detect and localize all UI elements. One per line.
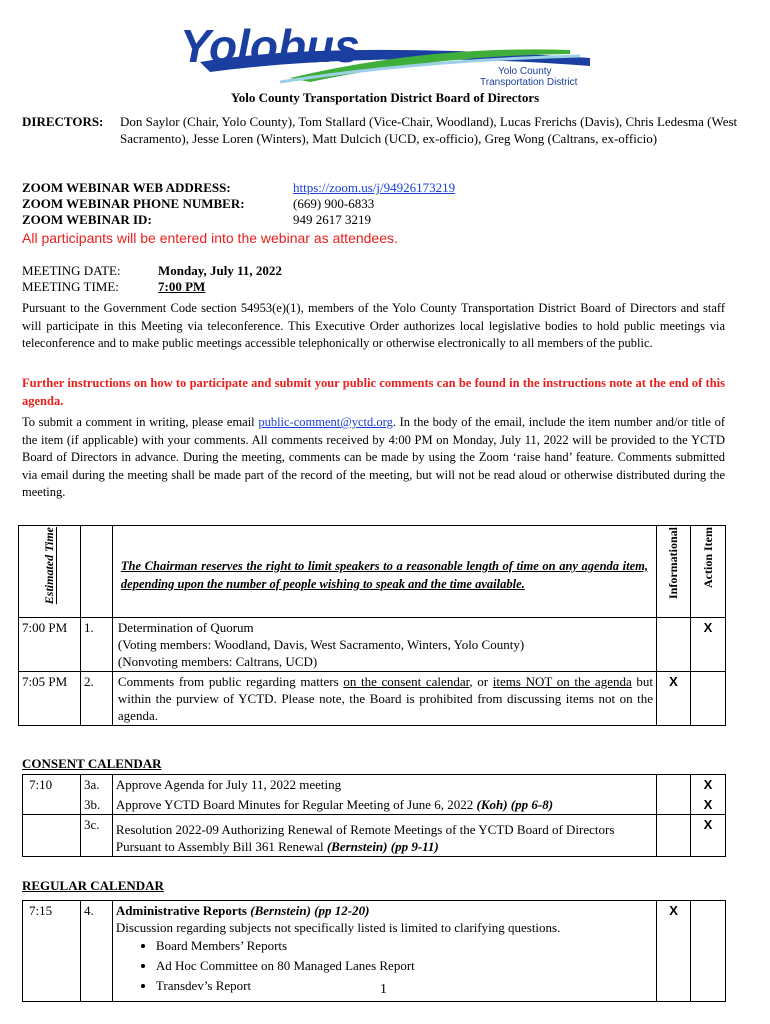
chair-note: The Chairman reserves the right to limit speakers to a reasonable length of time on any agenda item, depending upon the number of people wishing to speak and the time available. [120,558,649,591]
zoom-id-label: ZOOM WEBINAR ID: [22,212,152,227]
item2-num: 2. [80,672,112,726]
table-row [23,775,726,796]
attendees-note: All participants will be entered into the webinar as attendees. [22,230,398,246]
directors-block [22,113,742,147]
submit-post: . In the body of the email, include the item number and/or title of the item (if applicable) with your comments. All comments received by 4:00 PM on Monday, July 11, 2022 will be provided to the YCTD Board of Directors in advance. During the meeting, comments can be made by using the Zoom ‘raise hand’ feature. Comments submitted via email during the meeting shall be made part of the record of the meeting, but will not be read aloud or otherwise distributed during the meeting. [22,415,725,499]
logo-sub1: Yolo County [498,66,552,77]
col-estimated-time: Estimated Time [41,527,56,605]
consent-3c-action: X [691,815,726,857]
item1-line2: (Voting members: Woodland, Davis, West Sacramento, Winters, Yolo County) [117,637,525,652]
agenda-table-main [18,525,726,726]
table-header-row [19,526,726,618]
consent-3a-num: 3a. [80,775,112,796]
consent-3b-action: X [691,795,726,815]
logo-wordmark: Yolobus [180,20,360,72]
zoom-id: 949 2617 3219 [293,212,371,227]
table-row [23,815,726,857]
page-number: 1 [380,982,387,997]
item2-time: 7:05 PM [19,672,81,726]
regular-time: 7:15 [23,901,81,1002]
item2-text-a: Comments from public regarding matters [117,674,344,689]
regular-title: Administrative Reports [115,903,251,918]
list-item: • Transdev’s Report [156,976,653,996]
directors-label: DIRECTORS: [22,114,104,129]
meeting-time-label: MEETING TIME: [22,279,119,294]
yolobus-logo [180,20,590,90]
list-item: • Ad Hoc Committee on 80 Managed Lanes Report [156,956,653,976]
item2-text-d: items NOT on the agenda [492,674,632,689]
directors-list: Don Saylor (Chair, Yolo County), Tom Stallard (Vice-Chair, Woodland), Lucas Frerichs (Davis), Chris Ledesma (West Sacramento), Jesse Loren (Winters), Matt Dulcich (UCD, ex-officio), Greg Wong (Caltrans, ex-officio) [120,114,738,146]
item1-line3: (Nonvoting members: Caltrans, UCD) [117,654,318,669]
regular-desc: Discussion regarding subjects not specifically listed is limited to clarifying questions. [115,920,561,935]
table-row [19,618,726,672]
consent-heading: CONSENT CALENDAR [22,756,162,771]
consent-3c-ref: (Bernstein) (pp 9-11) [326,839,439,854]
meeting-labels [22,263,121,295]
logo-sub2: Transportation District [480,77,578,88]
document-title: Yolo County Transportation District Board of Directors [230,90,540,105]
table-row [23,795,726,815]
item1-time: 7:00 PM [19,618,81,672]
meeting-date: Monday, July 11, 2022 [158,263,282,278]
zoom-labels [22,180,245,228]
table-row [23,901,726,1002]
regular-heading: REGULAR CALENDAR [22,878,164,893]
zoom-values [293,180,455,228]
consent-3a-text: Approve Agenda for July 11, 2022 meeting [112,775,656,796]
item2-text-c: , or [469,674,493,689]
zoom-web-label: ZOOM WEBINAR WEB ADDRESS: [22,180,231,195]
consent-table [22,774,726,857]
consent-3a-action: X [691,775,726,796]
regular-ref: (Bernstein) (pp 12-20) [250,903,370,918]
item1-action-mark: X [691,618,726,672]
consent-time: 7:10 [23,775,81,815]
list-item: • Board Members’ Reports [156,936,653,956]
zoom-phone-label: ZOOM WEBINAR PHONE NUMBER: [22,196,245,211]
col-action-item: Action Item [700,527,715,588]
meeting-date-label: MEETING DATE: [22,263,121,278]
pursuant-paragraph: Pursuant to the Government Code section 54953(e)(1), members of the Yolo County Transportation District Board of Directors and staff will participate in this Meeting via teleconference. This Executive Order authorizes local legislative bodies to hold public meetings via teleconference and to make public meetings accessible telephonically or otherwise electronically to all members of the public. [22,301,725,350]
comment-email-link[interactable]: public-comment@yctd.org [258,415,393,429]
item1-line1: Determination of Quorum [117,620,254,635]
regular-info-mark: X [657,901,691,1002]
item1-num: 1. [80,618,112,672]
regular-table [22,900,726,1002]
further-instructions: Further instructions on how to participate and submit your public comments can be found in the instructions note at the end of this agenda. [22,376,725,408]
item2-info-mark: X [657,672,691,726]
consent-3b-ref: (Koh) (pp 6-8) [476,797,554,812]
consent-3c-text: Resolution 2022-09 Authorizing Renewal of Remote Meetings of the YCTD Board of Directors Pursuant to Assembly Bill 361 Renewal [115,822,615,854]
regular-num: 4. [80,901,112,1002]
consent-3c-num: 3c. [80,815,112,857]
consent-3b-num: 3b. [80,795,112,815]
meeting-values [158,263,282,295]
zoom-web-link[interactable]: https://zoom.us/j/94926173219 [293,180,456,195]
submit-pre: To submit a comment in writing, please email [22,415,259,429]
consent-3b-text: Approve YCTD Board Minutes for Regular Meeting of June 6, 2022 [115,797,477,812]
col-informational: Informational [666,527,681,599]
zoom-phone: (669) 900-6833 [293,196,375,211]
submit-paragraph [22,414,725,502]
meeting-time: 7:00 PM [158,279,206,294]
item2-text-b: on the consent calendar [343,674,470,689]
table-row [19,672,726,726]
yolobus-logo-graphic [180,20,590,90]
item2-text-e: but within the purview of YCTD. Please note, the Board is prohibited from discussing items not on the agenda. [117,674,654,723]
